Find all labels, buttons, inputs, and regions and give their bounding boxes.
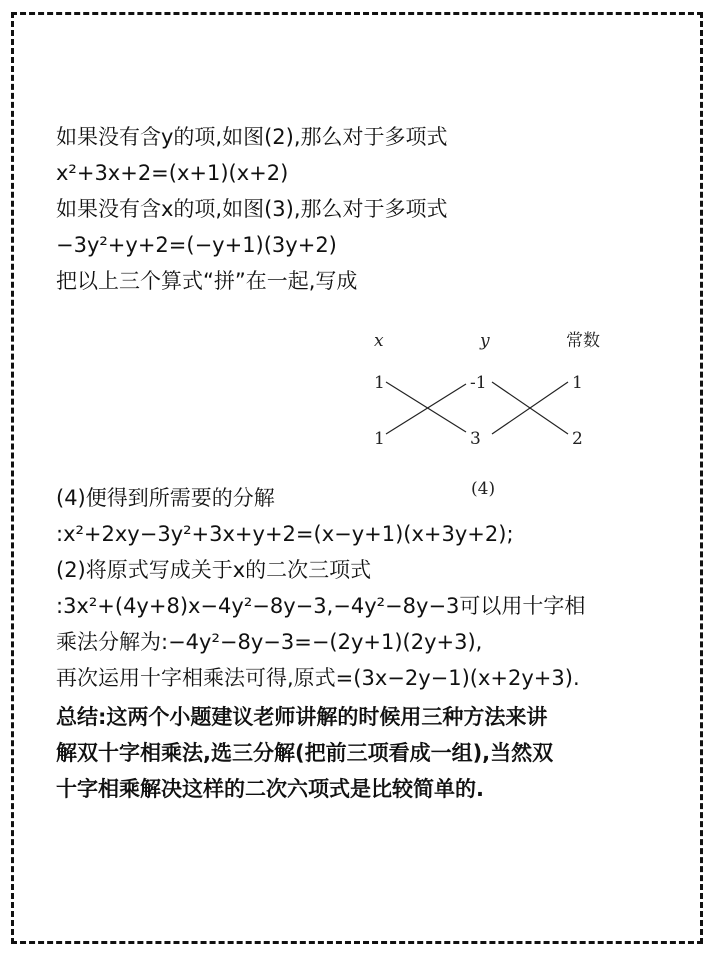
text-line-5: 把以上三个算式“拼”在一起,写成 (56, 269, 358, 293)
header-x: x (374, 331, 384, 351)
summary-line-3: 十字相乘解决这样的二次六项式是比较简单的. (56, 777, 484, 801)
text-line-1: 如果没有含y的项,如图(2),那么对于多项式 (56, 125, 448, 149)
text-line-11: 再次运用十字相乘法可得,原式=(3x−2y−1)(x+2y+3). (56, 666, 580, 690)
diagram-caption: (4) (471, 479, 496, 499)
text-line-9: :3x²+(4y+8)x−4y²−8y−3,−4y²−8y−3可以用十字相 (56, 594, 586, 618)
summary-line-2: 解双十字相乘法,选三分解(把前三项看成一组),当然双 (56, 741, 554, 765)
text-line-8: (2)将原式写成关于x的二次三项式 (56, 558, 372, 582)
top-y-coefficient: -1 (470, 373, 487, 393)
text-line-10: 乘法分解为:−4y²−8y−3=−(2y+1)(2y+3), (56, 630, 483, 654)
header-constant: 常数 (566, 331, 600, 351)
bottom-x-coefficient: 1 (374, 429, 385, 449)
top-constant: 1 (572, 373, 583, 393)
text-line-2: x²+3x+2=(x+1)(x+2) (56, 161, 289, 185)
bottom-constant: 2 (572, 429, 583, 449)
header-y: y (480, 331, 490, 351)
cross-line-1 (386, 382, 466, 432)
top-x-coefficient: 1 (374, 373, 385, 393)
text-line-4: −3y²+y+2=(−y+1)(3y+2) (56, 233, 337, 257)
text-line-3: 如果没有含x的项,如图(3),那么对于多项式 (56, 197, 448, 221)
summary-line-1: 总结:这两个小题建议老师讲解的时候用三种方法来讲 (56, 705, 548, 729)
cross-multiplication-diagram (360, 326, 620, 506)
text-line-6: (4)便得到所需要的分解 (56, 486, 275, 510)
cross-line-2 (386, 384, 466, 434)
bottom-y-coefficient: 3 (470, 429, 481, 449)
text-line-7: :x²+2xy−3y²+3x+y+2=(x−y+1)(x+3y+2); (56, 522, 514, 546)
